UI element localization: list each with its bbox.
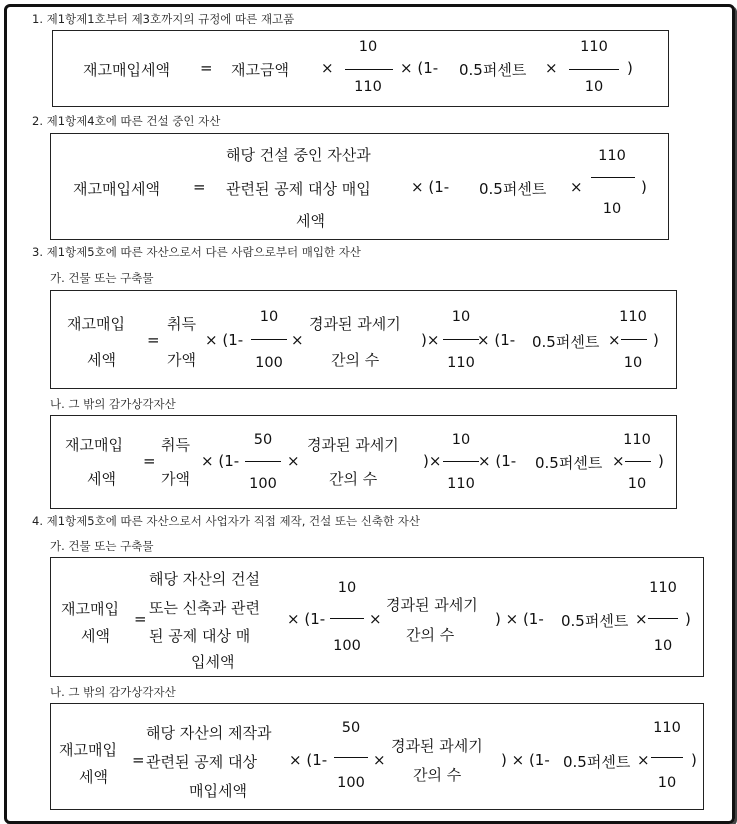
formula-3a-equals: = [147, 331, 160, 349]
formula-3a-period-1: 경과된 과세기 [309, 315, 401, 333]
section-2-heading: 2. 제1항제4호에 따른 건설 중인 자산 [32, 114, 221, 128]
formula-4b-f1-denominator: 100 [337, 775, 365, 791]
formula-3a-f2-denominator: 110 [447, 355, 475, 371]
formula-4a-f3-bar [648, 618, 678, 619]
formula-4b-mid-2: 관련된 공제 대상 [146, 753, 257, 771]
formula-4b-lhs-2: 세액 [79, 768, 108, 786]
formula-2-rate: 0.5퍼센트 [479, 180, 547, 198]
formula-4a-times: × [369, 610, 382, 628]
formula-4b-equals: = [132, 751, 145, 769]
formula-3a-close-times: )× [421, 331, 440, 349]
formula-3a-times: × [291, 331, 304, 349]
formula-3b-f2-bar [443, 461, 479, 462]
formula-3b-equals: = [143, 452, 156, 470]
formula-3a-f3-denominator: 10 [623, 355, 643, 371]
formula-3b-times: × [287, 452, 300, 470]
formula-3b-cost-1: 취득 [161, 436, 190, 454]
formula-4b-open: × (1- [289, 751, 328, 769]
formula-4b-mid-1: 해당 자산의 제작과 [146, 724, 272, 742]
formula-4a-mid-4: 입세액 [191, 653, 235, 671]
formula-2-mid-line-1: 해당 건설 중인 자산과 [226, 146, 371, 164]
formula-4a-period-2: 간의 수 [406, 626, 455, 644]
formula-3b-box [50, 415, 677, 509]
section-3b-heading: 나. 그 밖의 감가상각자산 [50, 397, 176, 411]
formula-3a-close: ) [653, 331, 659, 349]
section-4-heading: 4. 제1항제5호에 따른 자산으로서 사업자가 직접 제작, 건설 또는 신축한 자산 [32, 514, 420, 528]
formula-4b-times: × [373, 751, 386, 769]
formula-4b-f3-denominator: 10 [657, 775, 677, 791]
formula-3b-f3-bar [625, 461, 651, 462]
formula-3b-open: × (1- [201, 452, 240, 470]
formula-4a-f3-numerator: 110 [649, 580, 677, 596]
section-1-heading: 1. 제1항제1호부터 제3호까지의 규정에 따른 재고품 [32, 12, 295, 26]
formula-3b-period-1: 경과된 과세기 [307, 436, 399, 454]
formula-3a-f1-denominator: 100 [255, 355, 283, 371]
formula-3b-lhs-2: 세액 [87, 470, 116, 488]
formula-2-mid-line-2: 관련된 공제 대상 매입 [226, 180, 371, 198]
formula-1-amount: 재고금액 [231, 61, 289, 79]
formula-3a-f2-numerator: 10 [451, 309, 471, 325]
formula-3a-f1-numerator: 10 [259, 309, 279, 325]
formula-1-equals: = [200, 59, 213, 77]
formula-2-mid-line-3: 세액 [296, 212, 325, 230]
formula-2-open: × (1- [411, 178, 450, 196]
formula-4a-close-times: ) × (1- [495, 610, 544, 628]
formula-4a-open: × (1- [287, 610, 326, 628]
formula-4b-rate: 0.5퍼센트 [563, 753, 631, 771]
formula-1-open: × (1- [400, 59, 439, 77]
formula-2-times: × [570, 178, 583, 196]
formula-4a-period-1: 경과된 과세기 [386, 596, 478, 614]
formula-1-times-2: × [545, 59, 558, 77]
formula-1-times: × [321, 59, 334, 77]
formula-3a-cost-2: 가액 [167, 351, 196, 369]
formula-4a-lhs-1: 재고매입 [61, 600, 119, 618]
formula-3b-times-2: × [612, 452, 625, 470]
fraction-2-num: 110 [598, 148, 626, 164]
formula-4a-f3-denominator: 10 [653, 638, 673, 654]
formula-3a-box [50, 290, 677, 389]
formula-4b-period-2: 간의 수 [413, 766, 462, 784]
section-3-heading: 3. 제1항제5호에 따른 자산으로서 다른 사람으로부터 매입한 자산 [32, 245, 361, 259]
formula-3b-f3-numerator: 110 [623, 432, 651, 448]
formula-1-close: ) [627, 59, 633, 77]
formula-3a-rate: 0.5퍼센트 [532, 333, 600, 351]
formula-3a-period-2: 간의 수 [331, 351, 380, 369]
formula-2-close: ) [641, 178, 647, 196]
fraction-1-denominator: 110 [354, 79, 382, 95]
formula-3b-lhs-1: 재고매입 [65, 436, 123, 454]
formula-4a-lhs-2: 세액 [81, 627, 110, 645]
formula-4b-times-2: × [637, 751, 650, 769]
formula-4a-rate: 0.5퍼센트 [561, 612, 629, 630]
formula-4a-mid-1: 해당 자산의 건설 [149, 570, 260, 588]
formula-4b-lhs-1: 재고매입 [59, 741, 117, 759]
formula-4a-box [50, 557, 704, 677]
formula-3a-open: × (1- [205, 331, 244, 349]
formula-3b-f1-denominator: 100 [249, 476, 277, 492]
formula-4a-f1-bar [330, 618, 364, 619]
fraction-2-bar [569, 69, 619, 70]
formula-2-lhs: 재고매입세액 [73, 180, 160, 198]
fraction-2-den: 10 [602, 201, 622, 217]
formula-4b-f3-bar [651, 757, 683, 758]
formula-4a-mid-3: 된 공제 대상 매 [149, 627, 251, 645]
formula-3b-close: ) [658, 452, 664, 470]
formula-4b-period-1: 경과된 과세기 [391, 737, 483, 755]
formula-3b-open-2: × (1- [478, 452, 517, 470]
formula-2-box [50, 133, 669, 240]
formula-3a-times-2: × [608, 331, 621, 349]
formula-3a-f3-numerator: 110 [619, 309, 647, 325]
section-4a-heading: 가. 건물 또는 구축물 [50, 539, 154, 553]
fraction-2-denominator: 10 [584, 79, 604, 95]
formula-3b-f2-numerator: 10 [451, 432, 471, 448]
formula-4b-close: ) [691, 751, 697, 769]
formula-3a-lhs-2: 세액 [87, 351, 116, 369]
formula-3a-f2-bar [443, 339, 479, 340]
formula-2-equals: = [193, 178, 206, 196]
formula-3b-f1-bar [245, 461, 281, 462]
formula-1-box [52, 30, 669, 107]
fraction-2-numerator: 110 [580, 39, 608, 55]
formula-4b-f1-numerator: 50 [341, 720, 361, 736]
section-3a-heading: 가. 건물 또는 구축물 [50, 271, 154, 285]
formula-3a-f3-bar [621, 339, 647, 340]
formula-3b-cost-2: 가액 [161, 470, 190, 488]
formula-4a-times-2: × [635, 610, 648, 628]
fraction-2-line [591, 177, 635, 178]
formula-4a-mid-2: 또는 신축과 관련 [149, 599, 260, 617]
formula-1-rate: 0.5퍼센트 [459, 61, 527, 79]
section-4b-heading: 나. 그 밖의 감가상각자산 [50, 685, 176, 699]
formula-4a-f1-numerator: 10 [337, 580, 357, 596]
formula-3b-period-2: 간의 수 [329, 470, 378, 488]
formula-3a-lhs-1: 재고매입 [67, 315, 125, 333]
formula-4b-mid-3: 매입세액 [189, 782, 247, 800]
formula-1-lhs: 재고매입세액 [83, 61, 170, 79]
formula-3b-f1-numerator: 50 [253, 432, 273, 448]
formula-4b-close-times: ) × (1- [501, 751, 550, 769]
formula-3a-f1-bar [251, 339, 287, 340]
formula-3a-open-2: × (1- [477, 331, 516, 349]
formula-3b-f2-denominator: 110 [447, 476, 475, 492]
fraction-1-bar [345, 69, 393, 70]
formula-4b-box [50, 703, 704, 810]
formula-4b-f3-numerator: 110 [653, 720, 681, 736]
fraction-1-numerator: 10 [358, 39, 378, 55]
formula-4a-equals: = [134, 610, 147, 628]
formula-4a-f1-denominator: 100 [333, 638, 361, 654]
formula-3b-close-times: )× [423, 452, 442, 470]
formula-3b-rate: 0.5퍼센트 [535, 454, 603, 472]
formula-3a-cost-1: 취득 [167, 315, 196, 333]
formula-4b-f1-bar [334, 757, 368, 758]
formula-4a-close: ) [685, 610, 691, 628]
formula-3b-f3-denominator: 10 [627, 476, 647, 492]
